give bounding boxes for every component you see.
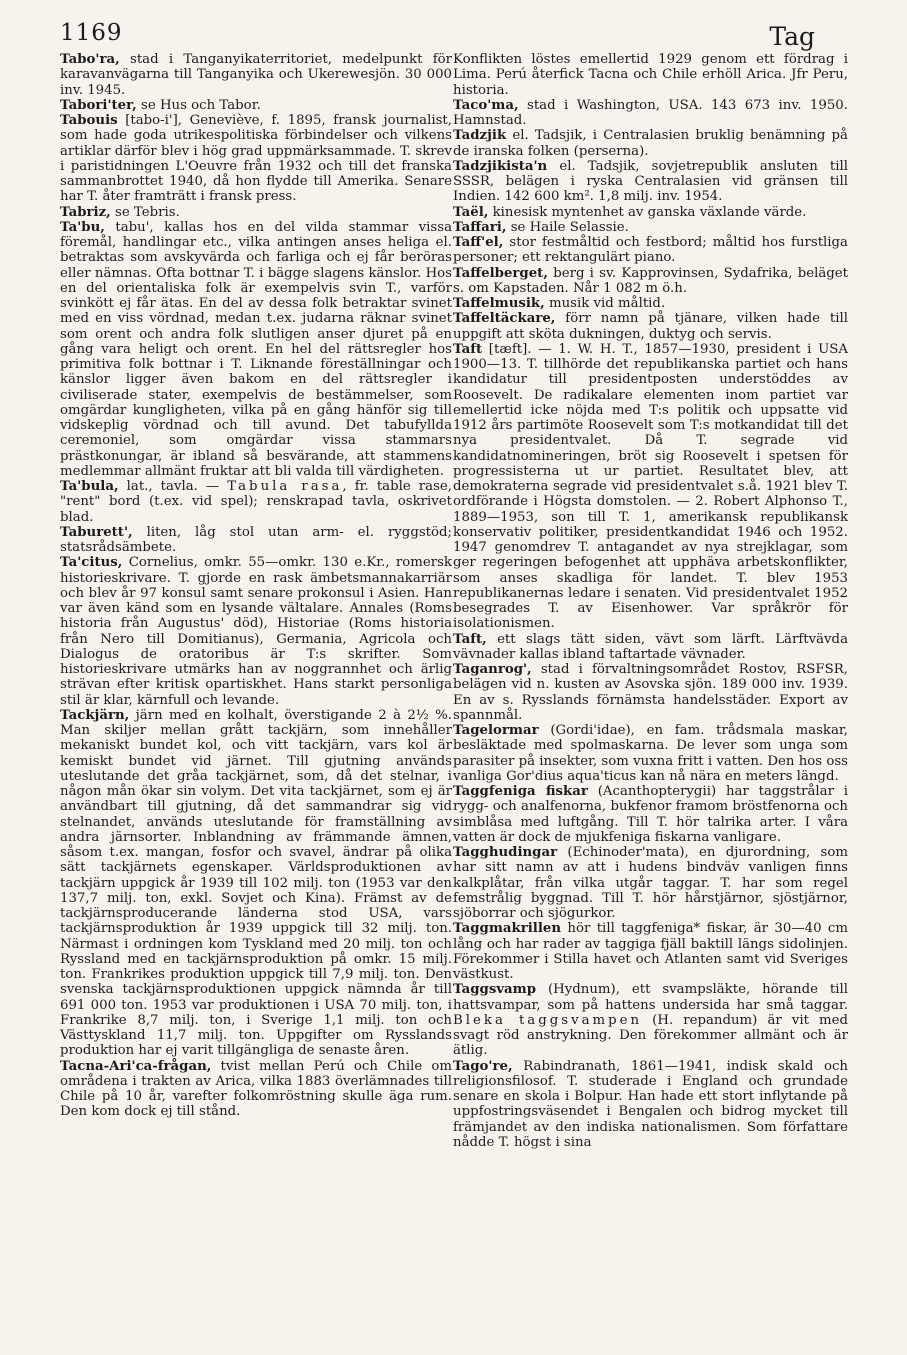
entry-headword: Tagghudingar	[453, 845, 558, 860]
dictionary-entry	[453, 98, 848, 129]
dictionary-entry	[453, 205, 848, 220]
entry-headword: Taggmakrillen	[453, 921, 562, 937]
entry-text: (Acanthopterygii) har taggstrålar i rygg- och analfenorna, bukfenor framom bröstfenorna och simblåsa med luftgång. Till T. hör talrika arter. I våra vatten är dock de mjukfeniga fiskarna vanligare.	[453, 784, 849, 845]
entry-text: järn med en kolhalt, överstigande 2 à 2½ %. Man skiljer mellan grått tackjärn, som innehåller mekaniskt bundet kol, och vitt tackjärn, vars kol är kemiskt bundet vid järnet. Till gjutning används uteslutande det gråa tackjärnet, som, då det stelnar, i någon mån ökar sin volym. Det vita tackjärnet, som ej är användbart till gjutning, då det sammandrar sig vid stelnandet, används uteslutande för framställning av andra järnsorter. Inblandning av främmande ämnen, såsom t.ex. mangan, fosfor och svavel, ändrar på olika sätt tackjärnets egenskaper. Världsproduktionen av tackjärn uppgick år 1939 till 102 milj. ton (1953 var den 137,7 milj. ton, exkl. Sovjet och Kina). Främst av de tackjärnsproducerande länderna stod USA, vars tackjärnsproduktion år 1939 uppgick till 32 milj. ton. Närmast i ordningen kom Tyskland med 20 milj. ton och Ryssland med en tackjärnsproduktion på omkr. 15 milj. ton. Frankrikes produktion uppgick till 7,9 milj. ton. Den svenska tackjärnsproduktionen uppgick nämnda år till 691 000 ton. 1953 var produktionen i USA 70 milj. ton, i Frankrike 8,7 milj. ton, i Sverige 1,1 milj. ton och Västtyskland 11,7 milj. ton. Uppgifter om Rysslands produktion har ej varit tillgängliga de senaste åren.	[60, 707, 452, 1059]
dictionary-entry	[60, 479, 452, 525]
right-column	[453, 52, 848, 1150]
left-column	[60, 52, 452, 1120]
entry-text: ett slags tätt siden, vävt som lärft. Lärftvävda vävnader kallas ibland taftartade vävnader.	[453, 631, 848, 662]
dictionary-entry	[453, 311, 848, 342]
dictionary-entry	[453, 296, 848, 311]
entry-text: lat., tavla. —	[118, 479, 228, 494]
entry-headword: Tagelormar	[453, 723, 539, 738]
dictionary-entry	[453, 921, 848, 982]
page-number: 1169	[60, 20, 123, 46]
dictionary-entry	[453, 982, 848, 1058]
entry-text: , fr. table rase, "rent" bord (t.ex. vid spel); renskrapad tavla, oskrivet blad.	[60, 479, 452, 525]
dictionary-entry	[60, 525, 452, 556]
entry-text: stad i Tanganyikaterritoriet, medelpunkt för karavanvägarna till Tanganyika och Ukerewesjön. 30 000 inv. 1945.	[60, 52, 452, 98]
entry-emphasis: Bleka taggsvampen	[453, 1012, 643, 1028]
entry-text: se Haile Selassie.	[506, 219, 629, 235]
entry-text: liten, låg stol utan arm- el. ryggstöd; statsrådsämbete.	[60, 524, 452, 555]
entry-text: tabu', kallas hos en del vilda stammar vissa föremål, handlingar etc., vilka antingen anses heliga el. betraktas som avskyvärda och farliga och ej får beröras eller nämnas. Ofta bottnar T. i bägge slagens känslor. Hos en del orientaliska folk är exempelvis svin T., varför svinkött ej får ätas. En del av dessa folk betraktar svinet med en viss vördnad, medan t.ex. judarna räknar svinet som orent och andra folk slutligen anser djuret på en gång vara heligt och orent. En hel del rättsregler hos primitiva folk bottnar i T. Liknande föreställningar och känslor ligger även bakom en del rättsregler i civiliserade stater, exempelvis de bestämmelser, som omgärdar kungligheten, vilka på en gång hänför sig till vidskeplig vördnad och till avund. Det tabufyllda ceremoniel, som omgärdar vissa stammars prästkonungar, är ibland så besvärande, att stammens medlemmar allmänt fruktar att bli valda till värdigheten.	[60, 219, 452, 479]
entry-text: berg i sv. Kapprovinsen, Sydafrika, beläget s. om Kapstaden. Når 1 082 m ö.h.	[453, 265, 848, 296]
entry-text: hör till taggfeniga* fiskar, är 30—40 cm lång och har rader av taggiga fjäll baktill längs sidolinjen. Förekommer i Stilla havet och Atlanten samt vid Sveriges västkust.	[453, 921, 848, 982]
dictionary-entry	[60, 98, 452, 113]
entry-headword: Taganrog',	[453, 662, 532, 677]
dictionary-entry	[60, 52, 452, 98]
entry-text: förr namn på tjänare, vilken hade till uppgift att sköta dukningen, duktyg och servis.	[453, 311, 848, 342]
entry-text: [tabo-i'], Geneviève, f. 1895, fransk journalist, som hade goda utrikespolitiska förbindelser och vilkens artiklar därför blev i hög grad uppmärksammade. T. skrev i paristidningen L'Oeuvre från 1932 och till det franska sammanbrottet 1940, då hon flydde till Amerika. Senare har T. åter framträtt i fransk press.	[60, 113, 452, 205]
entry-headword: Tacna-Ari'ca-frågan,	[60, 1058, 212, 1074]
entry-text: stad i förvaltningsområdet Rostov, RSFSR, belägen vid n. kusten av Asovska sjön. 189 000 inv. 1939. En av s. Rysslands förnämsta handelsstäder. Export av spannmål.	[453, 662, 848, 723]
entry-headword: Taffelmusik,	[453, 296, 545, 311]
entry-text: Konflikten löstes emellertid 1929 genom ett fördrag i Lima. Perú återfick Tacna och Chile erhöll Arica. Jfr Peru, historia.	[453, 52, 848, 98]
entry-headword: Tago're,	[453, 1058, 513, 1074]
dictionary-entry	[453, 632, 848, 663]
entry-emphasis: Tabula rasa	[227, 479, 343, 494]
entry-headword: Taffeltäckare,	[453, 311, 556, 327]
entry-text: [tæft]. — 1. W. H. T., 1857—1930, president i USA 1900—13. T. tillhörde det republikanska partiet och hans kandidatur till presidentposten understöddes av Roosevelt. De radikalare elementen inom partiet var emellertid icke nöjda med T:s politik och uppsatte vid 1912 års partimöte Roosevelt som T:s motkandidat till det nya presidentvalet. Då T. segrade vid kandidatnomineringen, bröt sig Roosevelt i spetsen för progressisterna ut ur partiet. Resultatet blev, att demokraterna segrade vid presidentvalet s.å. 1921 blev T. ordförande i Högsta domstolen. — 2. Robert Alphonso T., 1889—1953, son till T. 1, amerikansk republikansk konservativ politiker, presidentkandidat 1946 och 1952. 1947 genomdrev T. antagandet av nya strejklagar, som ger regeringen befogenhet att upphäva arbetskonflikter, som anses skadliga för landet. T. blev 1953 republikanernas ledare i senaten. Vid presidentvalet 1952 besegrades T. av Eisenhower. Var språkrör för isolationismen.	[453, 341, 848, 632]
entry-headword: Taffari,	[453, 219, 507, 235]
entry-text: tvist mellan Perú och Chile om områdena i trakten av Arica, vilka 1883 överlämnades till Chile på 10 år, varefter folkomröstning skulle äga rum. Den kom dock ej till stånd.	[60, 1058, 452, 1120]
entry-headword: Taft,	[453, 631, 487, 647]
entry-text: (H. repandum) är vit med svagt röd anstrykning. Den förekommer allmänt och är ätlig.	[453, 1012, 848, 1059]
entry-headword: Taggfeniga fiskar	[453, 784, 588, 799]
entry-text: Cornelius, omkr. 55—omkr. 130 e.Kr., romersk historieskrivare. T. gjorde en rask ämbetsmannakarriär och blev år 97 konsul samt senare prokonsul i Asien. Han var även känd som en lysande vältalare. Annales (Roms historia från Augustus' död), Historiae (Roms historia från Nero till Domitianus), Germania, Agricola och Dialogus de oratoribus är T:s skrifter. Som historieskrivare utmärks han av noggrannhet och ärlig strävan efter kritisk opartiskhet. Hans starkt personliga stil är klar, kärnfull och levande.	[60, 555, 452, 708]
entry-headword: Ta'citus,	[60, 555, 123, 571]
dictionary-entry	[60, 113, 452, 205]
dictionary-entry	[453, 342, 848, 632]
entry-headword: Taft	[453, 341, 483, 357]
dictionary-entry	[453, 266, 848, 297]
entry-headword: Tabo'ra,	[60, 52, 120, 67]
entry-text: se Hus och Tabor.	[136, 97, 261, 113]
entry-text: (Echinoder'mata), en djurordning, som har sitt namn av att i hudens bindväv vanligen finns kalkplåtar, från vilka utgår taggar. T. har som regel femstrålig byggnad. Till T. hör hårstjärnor, sjöstjärnor, sjöborrar och sjögurkor.	[453, 845, 848, 921]
entry-headword: Tackjärn,	[60, 707, 130, 723]
dictionary-entry	[60, 220, 452, 479]
dictionary-entry	[453, 52, 848, 98]
entry-headword: Taff'el,	[453, 235, 504, 250]
entry-headword: Tadzjik	[453, 128, 507, 144]
dictionary-entry	[453, 159, 848, 205]
entry-headword: Tabori'ter,	[60, 97, 137, 113]
entry-headword: Tabriz,	[60, 204, 111, 220]
dictionary-entry	[453, 235, 848, 266]
entry-text: Rabindranath, 1861—1941, indisk skald och religionsfilosof. T. studerade i England och grundade senare en skola i Bolpur. Han hade ett stort inflytande på uppfostringsväsendet i Bengalen och bidrog mycket till främjandet av den indiska nationalismen. Som författare nådde T. högst i sina	[453, 1058, 848, 1150]
dictionary-entry	[453, 662, 848, 723]
dictionary-entry	[453, 723, 848, 784]
entry-text: el. Tadsjik, i Centralasien bruklig benämning på de iranska folken (perserna).	[453, 128, 848, 159]
entry-headword: Taco'ma,	[453, 97, 519, 113]
entry-headword: Taffelberget,	[453, 265, 548, 281]
entry-headword: Tadzjikista'n	[453, 158, 548, 174]
entry-text: stor festmåltid och festbord; måltid hos furstliga personer; ett rektangulärt piano.	[453, 235, 848, 266]
entry-headword: Ta'bu,	[60, 219, 105, 235]
dictionary-entry	[60, 555, 452, 708]
entry-headword: Taël,	[453, 204, 489, 220]
dictionary-entry	[453, 1059, 848, 1151]
dictionary-entry	[60, 205, 452, 220]
entry-text: el. Tadsjik, sovjetrepublik ansluten till SSSR, belägen i ryska Centralasien vid gränsen till Indien. 142 600 km². 1,8 milj. inv. 1954.	[453, 158, 848, 205]
entry-headword: Taggsvamp	[453, 982, 537, 998]
entry-headword: Tabouis	[60, 113, 118, 128]
dictionary-entry	[453, 128, 848, 159]
entry-text: musik vid måltid.	[544, 296, 666, 311]
dictionary-entry	[60, 1059, 452, 1120]
dictionary-entry	[453, 784, 848, 845]
entry-text: (Gordi'idae), en fam. trådsmala maskar, besläktade med spolmaskarna. De lever som unga som parasiter på insekter, som vuxna fritt i vatten. Den hos oss vanliga Gor'dius aqua'ticus kan nå nära en meters längd.	[453, 723, 848, 784]
dictionary-entry	[453, 845, 848, 921]
entry-text: kinesisk myntenhet av ganska växlande värde.	[488, 204, 807, 220]
running-head: Tag	[769, 22, 815, 51]
entry-text: se Tebris.	[110, 204, 180, 220]
dictionary-entry	[60, 708, 452, 1059]
dictionary-entry	[453, 220, 848, 235]
entry-headword: Taburett',	[60, 524, 133, 540]
entry-text: stad i Washington, USA. 143 673 inv. 1950. Hamnstad.	[453, 97, 848, 128]
entry-headword: Ta'bula,	[60, 479, 119, 494]
entry-text: (Hydnum), ett svampsläkte, hörande till hattsvampar, som på hattens undersida har små taggar.	[453, 982, 848, 1013]
